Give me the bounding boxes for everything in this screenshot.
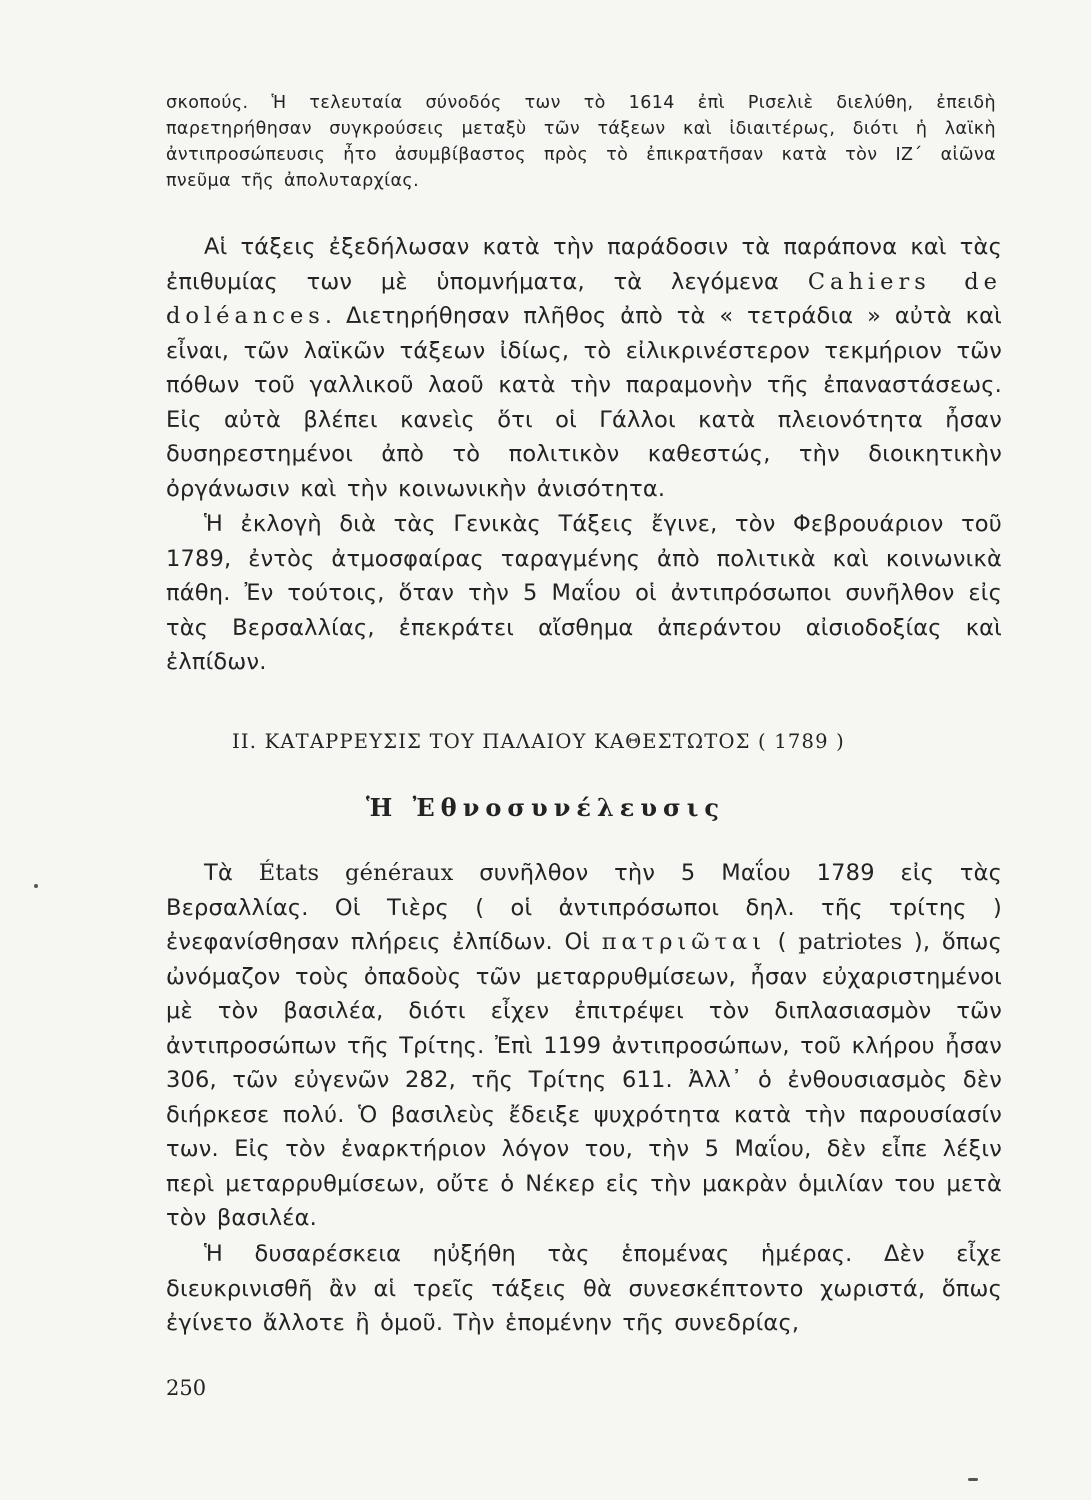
paragraph-elections: Ἡ ἐκλογὴ διὰ τὰς Γενικὰς Τάξεις ἔγινε, τὸν Φεβρουάριον τοῦ 1789, ἐντὸς ἀτμοσφαίρας ταραγμένης ἀπὸ πολιτικὰ καὶ κοινωνικὰ πάθη. Ἐν τούτοις, ὅταν τὴν 5 Μαΐου οἱ ἀντιπρόσωποι συνῆλθον εἰς τὰς Βερσαλλίας, ἐπεκράτει αἴσθημα ἀπεράντου αἰσιοδοξίας καὶ ἐλπίδων. <box>166 511 1002 675</box>
paragraph-etats-part4: ), ὅπως ὠνόμαζον τοὺς ὀπαδοὺς τῶν μεταρρυθμίσεων, ἦσαν εὐχαριστημένοι μὲ τὸν βασιλέα, διότι εἶχεν ἐπιτρέψει τὸν διπλασιασμὸν τῶν ἀντιπροσώπων τῆς Τρίτης. Ἐπὶ 1199 ἀντιπροσώπων, τοῦ κλήρου ἦσαν 306, τῶν εὐγενῶν 282, τῆς Τρίτης 611. Ἀλλ᾽ ὁ ἐνθουσιασμὸς δὲν διήρκεσε πολύ. Ὁ βασιλεὺς ἔδειξε ψυχρότητα κατὰ τὴν παρουσίασίν των. Εἰς τὸν ἐναρκτήριον λόγον του, τὴν 5 Μαΐου, δὲν εἶπε λέξιν περὶ μεταρρυθμίσεων, οὔτε ὁ Νέκερ εἰς τὴν μακρὰν ὁμιλίαν του μετὰ τὸν βασιλέα. <box>166 929 1002 1231</box>
section-heading: II. ΚΑΤΑΡΡΕΥΣΙΣ ΤΟΥ ΠΑΛΑΙΟΥ ΚΑΘΕΣΤΩΤΟΣ ( 1789 ) <box>232 730 845 753</box>
scan-speck <box>34 884 38 888</box>
cahiers-de-doleances-term: Cahiers de doléances <box>166 268 1002 329</box>
page-number: 250 <box>166 1376 207 1400</box>
paragraph-discontent: Ἡ δυσαρέσκεια ηὐξήθη τὰς ἑπομένας ἡμέρας. Δὲν εἶχε διευκρινισθῆ ἂν αἱ τρεῖς τάξεις θὰ συνεσκέπτοντο χωριστά, ὅπως ἐγίνετο ἄλλοτε ἢ ὁμοῦ. Τὴν ἑπομένην τῆς συνεδρίας, <box>166 1241 1002 1336</box>
paragraph-cahiers-after: . Διετηρήθησαν πλῆθος ἀπὸ τὰ « τετράδια » αὐτὰ καὶ εἶναι, τῶν λαϊκῶν τάξεων ἰδίως, τὸ εἰλικρινέστερον τεκμήριον τῶν πόθων τοῦ γαλλικοῦ λαοῦ κατὰ τὴν παραμονὴν τῆς ἐπαναστάσεως. Εἰς αὐτὰ βλέπει κανεὶς ὅτι οἱ Γάλλοι κατὰ πλειονότητα ἦσαν δυσηρεστημένοι ἀπὸ τὸ πολιτικὸν καθεστώς, τὴν διοικητικὴν ὀργάνωσιν καὶ τὴν κοινωνικὴν ἀνισότητα. <box>166 303 1002 502</box>
paragraph-cahiers <box>166 230 1002 506</box>
scan-speck <box>968 1478 978 1481</box>
paragraph-etats-part3: ( <box>766 929 799 955</box>
subheading-ethnosynelefsis: Ἡ Ἐθνοσυνέλευσις <box>366 793 725 822</box>
paragraph-etats-part2: συνῆλθον τὴν 5 Μαΐου 1789 εἰς τὰς Βερσαλλίας. Οἱ Τιὲρς ( οἱ ἀντιπρόσωποι δηλ. τῆς τρίτης ) ἐνεφανίσθησαν πλήρεις ἐλπίδων. Οἱ <box>166 860 1003 955</box>
patriotai-term: πατριῶται <box>601 929 767 955</box>
intro-paragraph: σκοπούς. Ἡ τελευταία σύνοδός των τὸ 1614 ἐπὶ Ρισελιὲ διελύθη, ἐπειδὴ παρετηρήθησαν συγκρούσεις μεταξὺ τῶν τάξεων καὶ ἰδιαιτέρως, διότι ἡ λαϊκὴ ἀντιπροσώπευσις ἦτο ἀσυμβίβαστος πρὸς τὸ ἐπικρατῆσαν κατὰ τὸν ΙΖ΄ αἰῶνα πνεῦμα τῆς ἀπολυταρχίας. <box>166 93 996 191</box>
paragraph-etats-generaux <box>166 856 1002 1236</box>
patriotes-term: patriotes <box>798 929 903 955</box>
paragraph-etats-part1: Τὰ <box>204 860 259 886</box>
etats-generaux-term: États généraux <box>258 860 454 886</box>
paragraph-cahiers-before: Αἱ τάξεις ἐξεδήλωσαν κατὰ τὴν παράδοσιν τὰ παράπονα καὶ τὰς ἐπιθυμίας των μὲ ὑπομνήματα, τὰ λεγόμενα <box>166 234 1002 295</box>
